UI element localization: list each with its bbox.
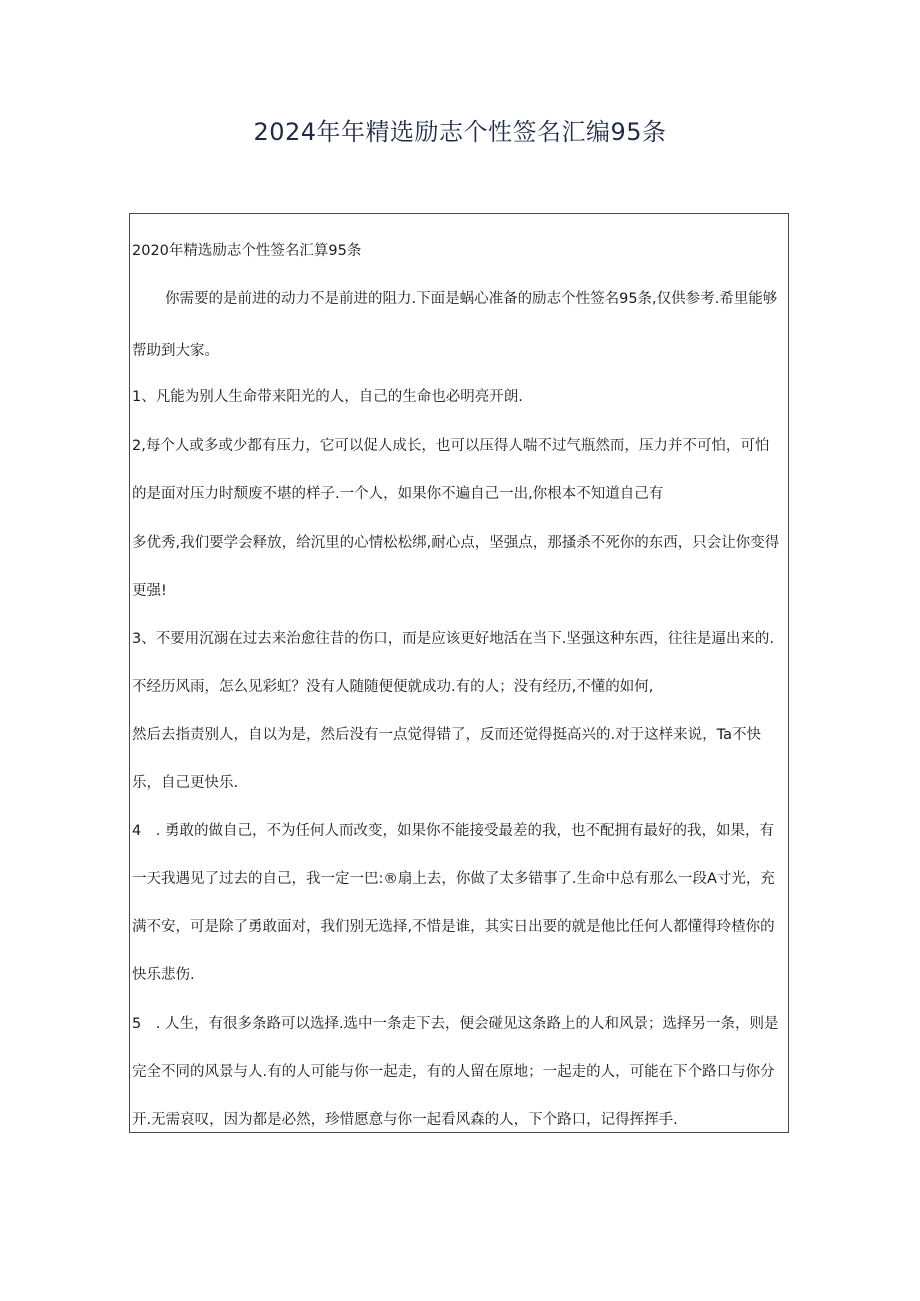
item-4-line-3: 满不安，可是除了勇敢面对，我们别无选择,不惜是谁，其实日出要的就是他比任何人都懂得玲楂你的	[132, 919, 775, 935]
item-2-line-1: 2,每个人或多或少都有压力，它可以促人成长，也可以压得人喘不过气瓶然而，压力并不可怕，可怕	[132, 438, 770, 454]
item-5-line-3: 开.无需哀叹，因为都是必然，珍惜愿意与你一起看风森的人，下个路口，记得挥挥手.	[132, 1112, 678, 1128]
content-box	[129, 213, 789, 1133]
item-3-line-3: 然后去指责别人，自以为是，然后没有一点觉得错了，反而还觉得挺高兴的.对于这样来说，Ta不快	[132, 727, 761, 743]
item-4-line-2: 一天我遇见了过去的自己，我一定一巴:®扇上去，你做了太多错事了.生命中总有那么一段A寸光，充	[132, 871, 775, 887]
item-2-line-4: 更强!	[132, 583, 167, 599]
intro-line-2: 帮助到大家。	[132, 343, 219, 359]
item-2-line-2: 的是面对压力时颓废不堪的样子.一个人，如果你不遍自己一出,你根本不知道自己有	[132, 486, 664, 502]
item-3-line-1: 3、不要用沉溺在过去来治愈往昔的伤口，而是应该更好地活在当下.坚强这种东西，往往是逼出来的.	[132, 631, 774, 647]
item-5-line-1: 5 . 人生，有很多条路可以选择.选中一条走下去，便会碰见这条路上的人和风景；选择另一条，则是	[132, 1016, 779, 1032]
item-2-line-3: 多优秀,我们要学会释放，给沉里的心情松松绑,耐心点，坚强点，那搔杀不死你的东西，只会让你变得	[132, 535, 780, 551]
intro-line-1: 你需要的是前进的动力不是前进的阻力.下面是蜗心准备的励志个性签名95条,仅供参考.希里能够	[165, 291, 778, 307]
item-5-line-2: 完全不同的风景与人.有的人可能与你一起走，有的人留在原地；一起走的人，可能在下个路口与你分	[132, 1064, 775, 1080]
item-1-line-1: 1、凡能为别人生命带来阳光的人，自己的生命也必明亮开朗.	[132, 389, 523, 405]
document-title: 2024年年精选励志个性签名汇编95条	[253, 118, 667, 146]
subtitle-line: 2020年精选励志个性签名汇算95条	[132, 243, 362, 259]
item-3-line-2: 不经历风雨，怎么见彩虹？没有人随随便便就成功.有的人；没有经历,不懂的如何,	[132, 679, 654, 695]
item-4-line-4: 快乐悲伤.	[132, 967, 195, 983]
item-4-line-1: 4 . 勇敢的做自己，不为任何人而改变，如果你不能接受最差的我，也不配拥有最好的我，如果，有	[132, 823, 774, 839]
item-3-line-4: 乐，自己更快乐.	[132, 775, 239, 791]
